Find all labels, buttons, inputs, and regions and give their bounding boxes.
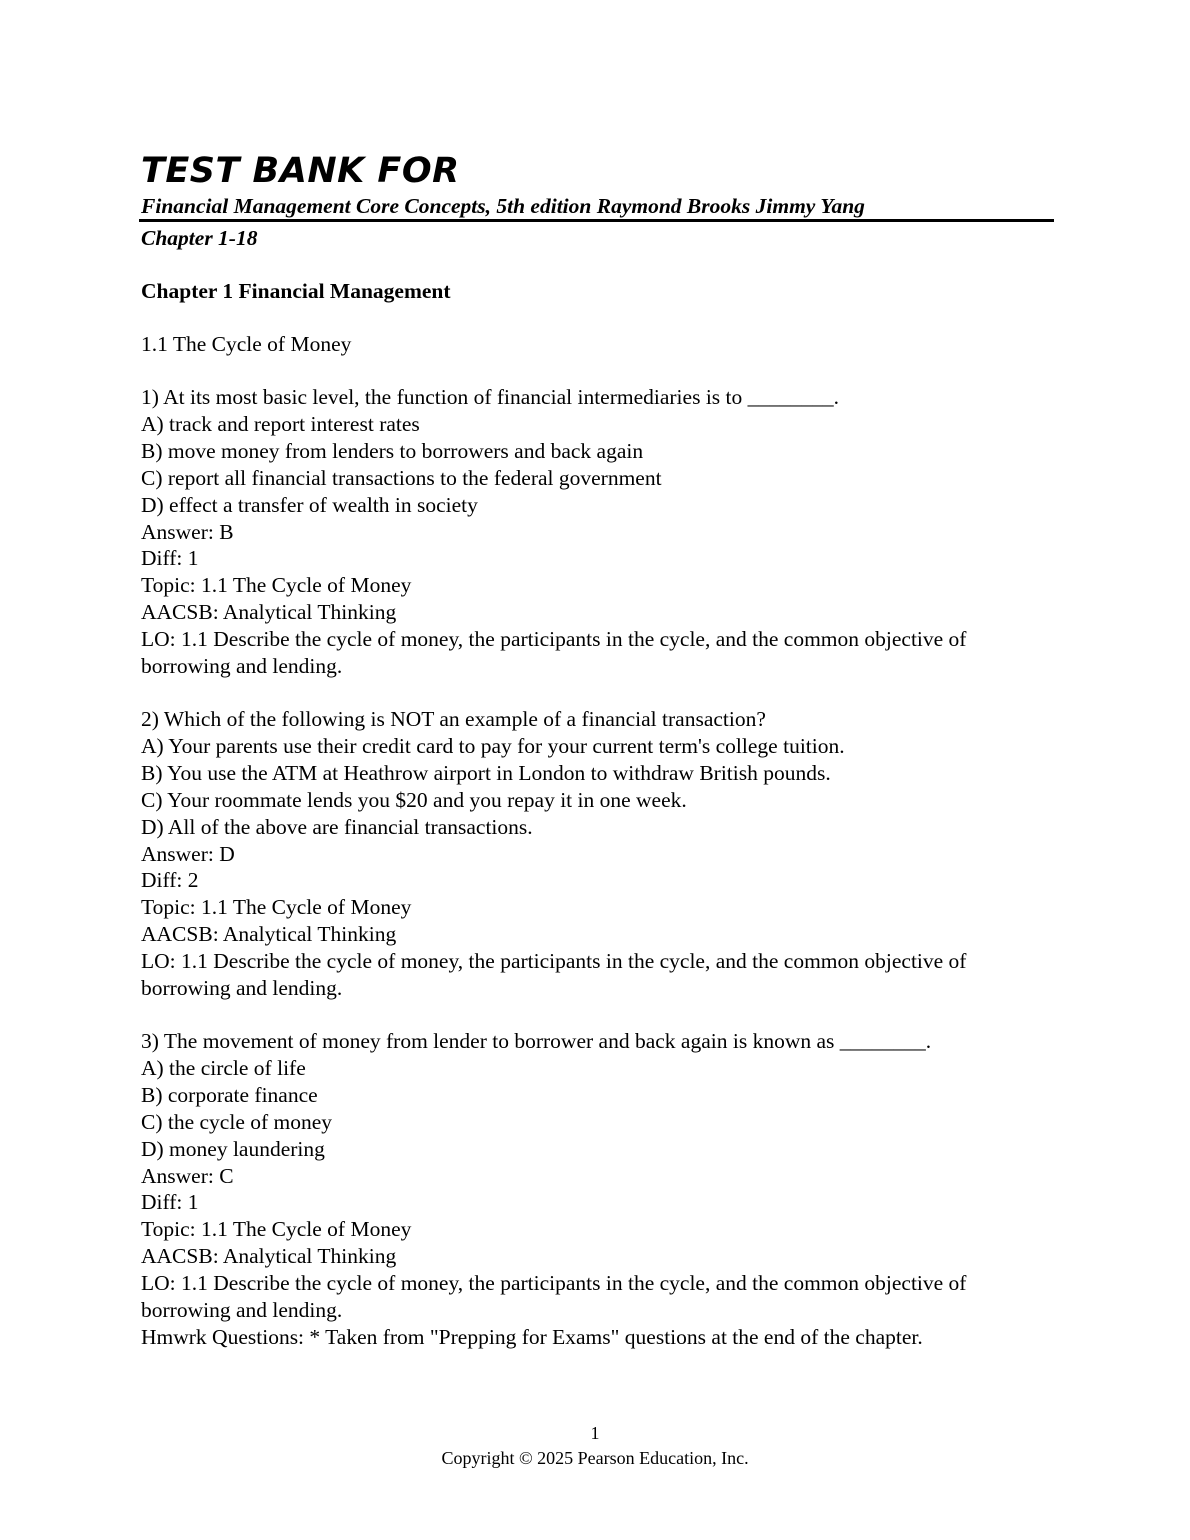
answer-option: D) effect a transfer of wealth in society	[141, 492, 478, 517]
topic: Topic: 1.1 The Cycle of Money	[141, 573, 412, 598]
question-stem: 1) At its most basic level, the function of financial intermediaries is to ________.	[141, 385, 840, 409]
question-1	[141, 384, 1061, 680]
answer-option: B) move money from lenders to borrowers and back again	[141, 438, 644, 463]
answer-option: C) Your roommate lends you $20 and you repay it in one week.	[141, 787, 687, 812]
chapter-heading: Chapter 1 Financial Management	[141, 279, 451, 303]
answer-option: B) corporate finance	[141, 1082, 318, 1107]
answer-key: Answer: D	[141, 841, 235, 866]
question-stem: 2) Which of the following is NOT an example of a financial transaction?	[141, 707, 766, 731]
difficulty: Diff: 2	[141, 868, 199, 893]
answer-option: A) Your parents use their credit card to pay for your current term's college tuition.	[141, 733, 845, 758]
chapter-range: Chapter 1-18	[141, 226, 258, 250]
answer-option: B) You use the ATM at Heathrow airport in London to withdraw British pounds.	[141, 760, 831, 785]
topic: Topic: 1.1 The Cycle of Money	[141, 1217, 412, 1242]
topic: Topic: 1.1 The Cycle of Money	[141, 895, 412, 920]
answer-option: D) All of the above are financial transactions.	[141, 814, 533, 839]
homework-note: Hmwrk Questions: * Taken from "Prepping for Exams" questions at the end of the chapter.	[141, 1324, 923, 1349]
question-3	[141, 1028, 1061, 1351]
section-heading: 1.1 The Cycle of Money	[141, 332, 352, 356]
header-rule	[139, 219, 1054, 222]
answer-option: A) track and report interest rates	[141, 411, 420, 436]
aacsb: AACSB: Analytical Thinking	[141, 1244, 397, 1269]
answer-key: Answer: C	[141, 1163, 234, 1188]
question-2	[141, 706, 1061, 1002]
aacsb: AACSB: Analytical Thinking	[141, 922, 397, 947]
answer-option: C) the cycle of money	[141, 1109, 333, 1134]
copyright-notice: Copyright © 2025 Pearson Education, Inc.	[441, 1448, 749, 1468]
learning-objective: LO: 1.1 Describe the cycle of money, the participants in the cycle, and the common objective of borrowing and lending.	[141, 627, 967, 679]
answer-option: A) the circle of life	[141, 1055, 306, 1080]
answer-option: D) money laundering	[141, 1136, 325, 1161]
aacsb: AACSB: Analytical Thinking	[141, 600, 397, 625]
answer-option: C) report all financial transactions to the federal government	[141, 465, 662, 490]
difficulty: Diff: 1	[141, 546, 199, 571]
learning-objective: LO: 1.1 Describe the cycle of money, the participants in the cycle, and the common objective of borrowing and lending.	[141, 1271, 967, 1323]
page-number: 1	[590, 1423, 600, 1443]
brand-title: TEST BANK FOR	[141, 151, 460, 191]
answer-key: Answer: B	[141, 519, 234, 544]
book-title: Financial Management Core Concepts, 5th edition Raymond Brooks Jimmy Yang	[141, 194, 865, 218]
difficulty: Diff: 1	[141, 1190, 199, 1215]
question-stem: 3) The movement of money from lender to borrower and back again is known as ________.	[141, 1029, 932, 1053]
learning-objective: LO: 1.1 Describe the cycle of money, the participants in the cycle, and the common objective of borrowing and lending.	[141, 949, 967, 1001]
